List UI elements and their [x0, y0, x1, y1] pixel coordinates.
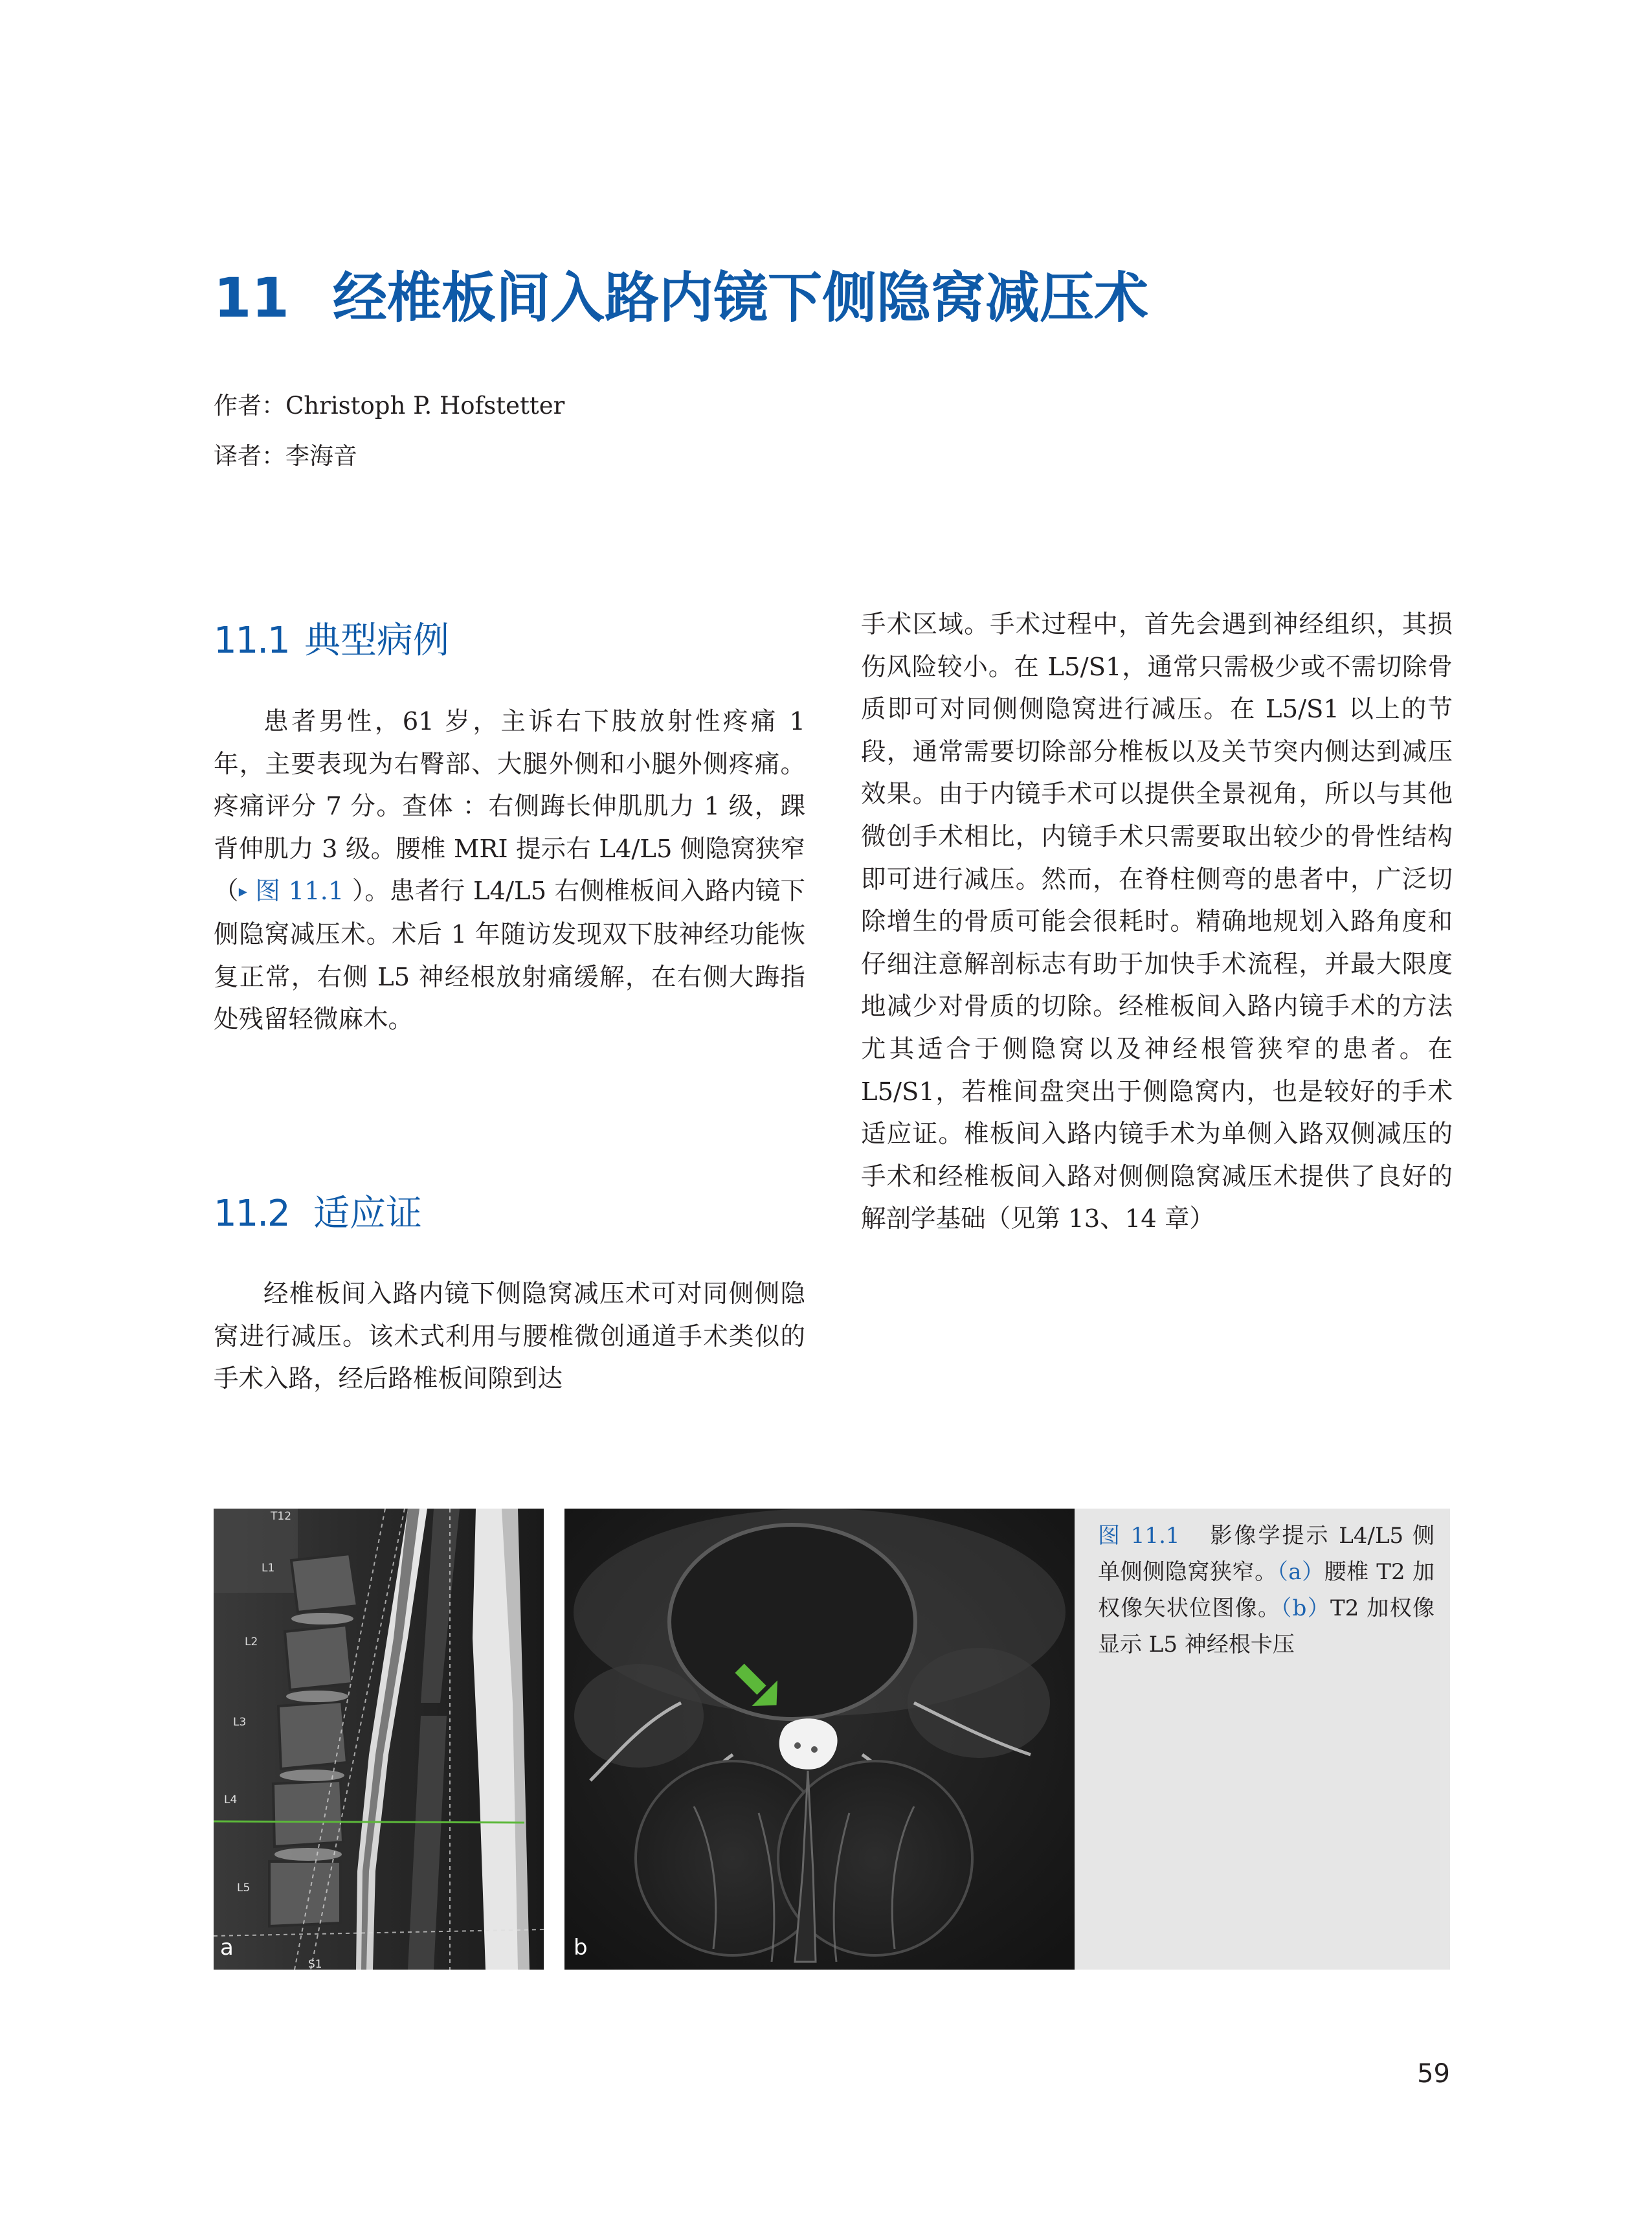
section-title: 典型病例 — [304, 620, 449, 662]
caption-label: 图 11.1 — [1098, 1523, 1180, 1549]
vertebra-label: S1 — [308, 1958, 322, 1970]
caption-b-tag: （b） — [1280, 1595, 1331, 1621]
case-paragraph — [214, 701, 805, 1041]
caption-a-tag: （a） — [1277, 1559, 1324, 1585]
section-heading-11-2 — [214, 1185, 422, 1243]
vertebra-label: T12 — [271, 1510, 292, 1523]
caption-main: 影像学提示 L4/L5 侧单侧侧隐窝狭窄。 — [1098, 1523, 1434, 1585]
caption-b: T2 加权像显示 L5 神经根卡压 — [1098, 1595, 1435, 1658]
figure-reference-text: 图 11.1 — [247, 877, 352, 906]
chapter-title — [214, 259, 1508, 337]
case-text-part2: ）。患者行 L4/L5 右侧椎板间入路内镜下侧隐窝减压术。术后 1 年随访发现双下肢神经功能恢复正常，右侧 L5 神经根放射痛缓解，在右侧大踇指处残留轻微麻木。 — [214, 877, 805, 1035]
vertebra-label: L4 — [224, 1793, 238, 1806]
author-label: 作者： — [214, 392, 285, 420]
section-heading-11-1 — [214, 612, 449, 670]
case-text-part1: 患者男性，61 岁，主诉右下肢放射性疼痛 1 年，主要表现为右臀部、大腿外侧和小腿外侧疼痛。疼痛评分 7 分。查体 ：右侧踇长伸肌肌力 1 级，踝背伸肌力 3 级。腰椎 MRI 提示右 L4/L5 侧隐窝狭窄（ — [214, 707, 805, 906]
vertebra-label: L2 — [245, 1636, 258, 1648]
chapter-title-text: 经椎板间入路内镜下侧隐窝减压术 — [333, 266, 1149, 330]
page-number: 59 — [1417, 2059, 1450, 2089]
figure-reference-link[interactable] — [239, 877, 352, 906]
section-title: 适应证 — [313, 1193, 422, 1235]
credits — [214, 381, 564, 482]
section-number: 11.1 — [214, 620, 289, 662]
author-line — [214, 381, 564, 431]
section-number: 11.2 — [214, 1193, 289, 1235]
translator-label: 译者： — [214, 442, 285, 470]
vertebra-label: L3 — [233, 1716, 247, 1729]
chapter-number: 11 — [214, 266, 289, 330]
translator-line — [214, 431, 564, 482]
panel-b-letter: b — [574, 1935, 588, 1961]
figure-11-1 — [214, 1509, 1450, 1970]
vertebra-label: L5 — [237, 1882, 251, 1894]
vertebra-label: L1 — [262, 1562, 275, 1575]
triangle-icon: ▸ — [238, 882, 247, 902]
mri-sagittal-image — [214, 1509, 544, 1970]
figure-divider — [545, 1509, 563, 1970]
panel-a-letter: a — [220, 1935, 234, 1961]
caption-a: 腰椎 T2 加权像矢状位图像。 — [1098, 1559, 1434, 1621]
mri-axial-image — [564, 1509, 1075, 1970]
indications-paragraph: 经椎板间入路内镜下侧隐窝减压术可对同侧侧隐窝进行减压。该术式利用与腰椎微创通道手术类似的手术入路，经后路椎板间隙到达 — [214, 1279, 805, 1394]
figure-caption-box — [1075, 1509, 1450, 1970]
author-name: Christoph P. Hofstetter — [285, 392, 565, 420]
figure-caption — [1098, 1518, 1434, 1663]
indications-continued-paragraph: 手术区域。手术过程中，首先会遇到神经组织，其损伤风险较小。在 L5/S1，通常只需极少或不需切除骨质即可对同侧侧隐窝进行减压。在 L5/S1 以上的节段，通常需要切除部分椎板以及关节突内侧达到减压效果。由于内镜手术可以提供全景视角，所以与其他微创手术相比，内镜手术只需要取出较少的骨性结构即可进行减压。然而，在脊柱侧弯的患者中，广泛切除增生的骨质可能会很耗时。精确地规划入路角度和仔细注意解剖标志有助于加快手术流程，并最大限度地减少对骨质的切除。经椎板间入路内镜手术的方法尤其适合于侧隐窝以及神经根管狭窄的患者。在 L5/S1，若椎间盘突出于侧隐窝内，也是较好的手术适应证。椎板间入路内镜手术为单侧入路双侧减压的手术和经椎板间入路对侧侧隐窝减压术提供了良好的解剖学基础（见第 13、14 章） — [861, 610, 1453, 1234]
translator-name: 李海音 — [285, 442, 357, 470]
